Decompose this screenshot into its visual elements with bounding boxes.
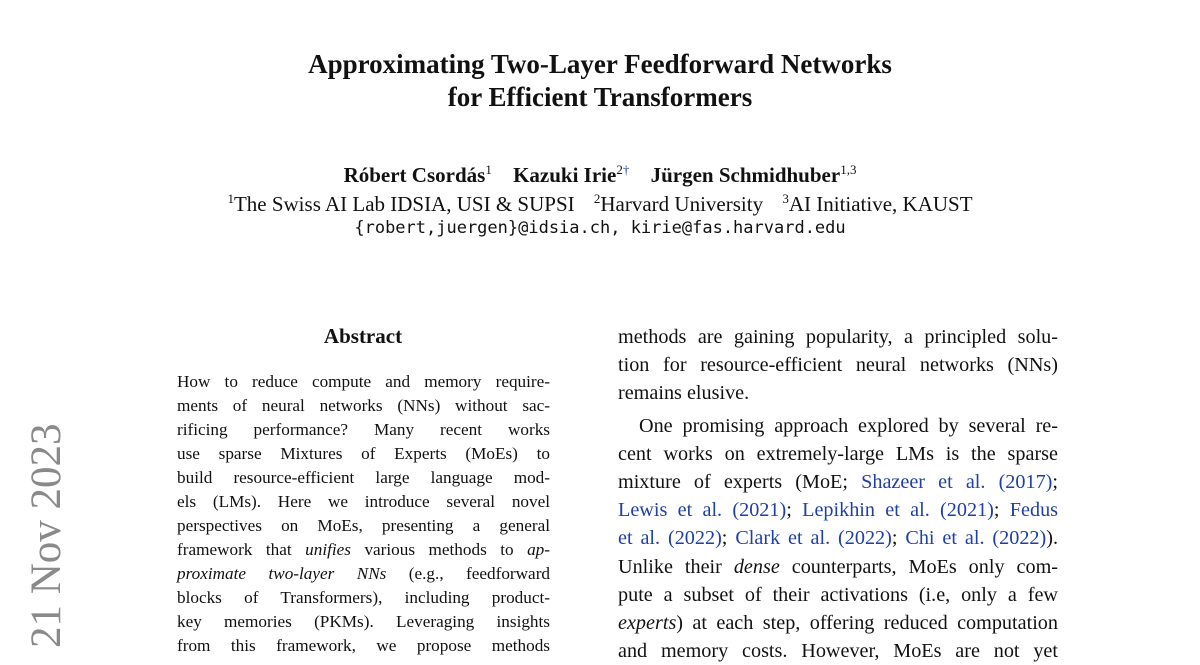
abstract-line: blocks of Transformers), including product-: [177, 588, 550, 607]
body-line: methods are gaining popularity, a principled solu-: [618, 326, 1058, 348]
title-line-1: Approximating Two-Layer Feedforward Networks: [308, 49, 892, 79]
author-affil: 2: [616, 162, 623, 177]
text-run: ;: [891, 527, 906, 550]
paper-title: [0, 48, 1200, 114]
body-line: remains elusive.: [618, 382, 750, 405]
text-run: ;: [1052, 470, 1059, 493]
affil-num: 1: [227, 191, 234, 206]
affiliation-list: [0, 186, 1200, 217]
citation-link[interactable]: Lepikhin et al. (2021): [802, 499, 994, 522]
text-run: framework that: [177, 540, 306, 559]
intro-column: [618, 323, 1058, 665]
citation-link[interactable]: Chi et al. (2022): [905, 527, 1047, 550]
citation-link[interactable]: Clark et al. (2022): [735, 527, 892, 550]
emphasis: unifies: [305, 540, 351, 559]
author-emails: {robert,juergen}@idsia.ch, kirie@fas.harvard.edu: [354, 218, 846, 238]
text-run: counterparts, MoEs only com-: [779, 555, 1058, 578]
abstract-line: els (LMs). Here we introduce several novel: [177, 492, 550, 511]
text-run: ;: [786, 499, 803, 522]
paragraph: [618, 412, 1058, 665]
emphasis: experts: [618, 611, 677, 634]
citation-link[interactable]: Lewis et al. (2021): [618, 499, 787, 522]
text-run: mixture of experts (MoE;: [618, 470, 862, 493]
emphasis: dense: [733, 555, 780, 578]
text-run: ) at each step, offering reduced computation: [676, 611, 1058, 634]
text-run: ;: [993, 499, 1010, 522]
abstract-line: from this framework, we propose methods: [177, 636, 550, 655]
author-affil: 1,3: [840, 162, 857, 177]
affil-num: 3: [782, 191, 789, 206]
body-line: and memory costs. However, MoEs are not yet: [618, 640, 1058, 663]
author-name: Róbert Csordás: [343, 163, 486, 187]
affil-name: The Swiss AI Lab IDSIA, USI & SUPSI: [233, 192, 575, 216]
author-name: Kazuki Irie: [513, 163, 617, 187]
text-run: ;: [721, 527, 736, 550]
abstract-line: key memories (PKMs). Leveraging insights: [177, 612, 550, 631]
author-affil: 1: [485, 162, 492, 177]
author-list: [0, 157, 1200, 188]
body-line: [618, 524, 1058, 552]
body-line: [618, 496, 1058, 524]
text-run: Unlike their: [618, 555, 734, 578]
citation-link[interactable]: Fedus: [1009, 499, 1059, 522]
body-line: [618, 553, 1058, 581]
affil-name: AI Initiative, KAUST: [788, 192, 973, 216]
arxiv-sidebar: [16, 0, 76, 648]
text-run: (e.g., feedforward: [386, 564, 551, 583]
body-line: tion for resource-efficient neural networks (NNs): [618, 354, 1058, 377]
body-line: [618, 609, 1058, 637]
arxiv-date-stamp: 21 Nov 2023: [23, 423, 70, 648]
citation-link[interactable]: Shazeer et al. (2017): [861, 470, 1053, 493]
body-line: pute a subset of their activations (i.e, only a few: [618, 583, 1058, 606]
abstract-line: build resource-efficient large language mod-: [177, 468, 550, 487]
abstract-line: How to reduce compute and memory require-: [177, 372, 550, 391]
body-line: One promising approach explored by several re-: [639, 414, 1058, 437]
emphasis: proximate two-layer NNs: [177, 564, 387, 583]
emphasis: ap-: [527, 540, 550, 559]
abstract-heading: Abstract: [323, 324, 403, 348]
affil-name: Harvard University: [600, 192, 764, 216]
abstract-line: use sparse Mixtures of Experts (MoEs) to: [177, 444, 550, 463]
body-line: [618, 468, 1058, 496]
abstract-line: rificing performance? Many recent works: [177, 420, 550, 439]
author-footnote-mark[interactable]: †: [622, 162, 630, 177]
affil-num: 2: [593, 191, 601, 206]
citation-link[interactable]: et al. (2022): [618, 527, 722, 550]
title-line-2: for Efficient Transformers: [447, 82, 753, 112]
abstract-line: [177, 538, 550, 562]
author-name: Jürgen Schmidhuber: [650, 163, 841, 187]
abstract-line: ments of neural networks (NNs) without sac-: [177, 396, 550, 415]
abstract-line: perspectives on MoEs, presenting a general: [177, 516, 550, 535]
text-run: ).: [1046, 527, 1059, 550]
abstract-body: [177, 370, 550, 658]
abstract-line: [177, 562, 550, 586]
text-run: various methods to: [350, 540, 528, 559]
body-line: cent works on extremely-large LMs is the sparse: [618, 442, 1058, 465]
